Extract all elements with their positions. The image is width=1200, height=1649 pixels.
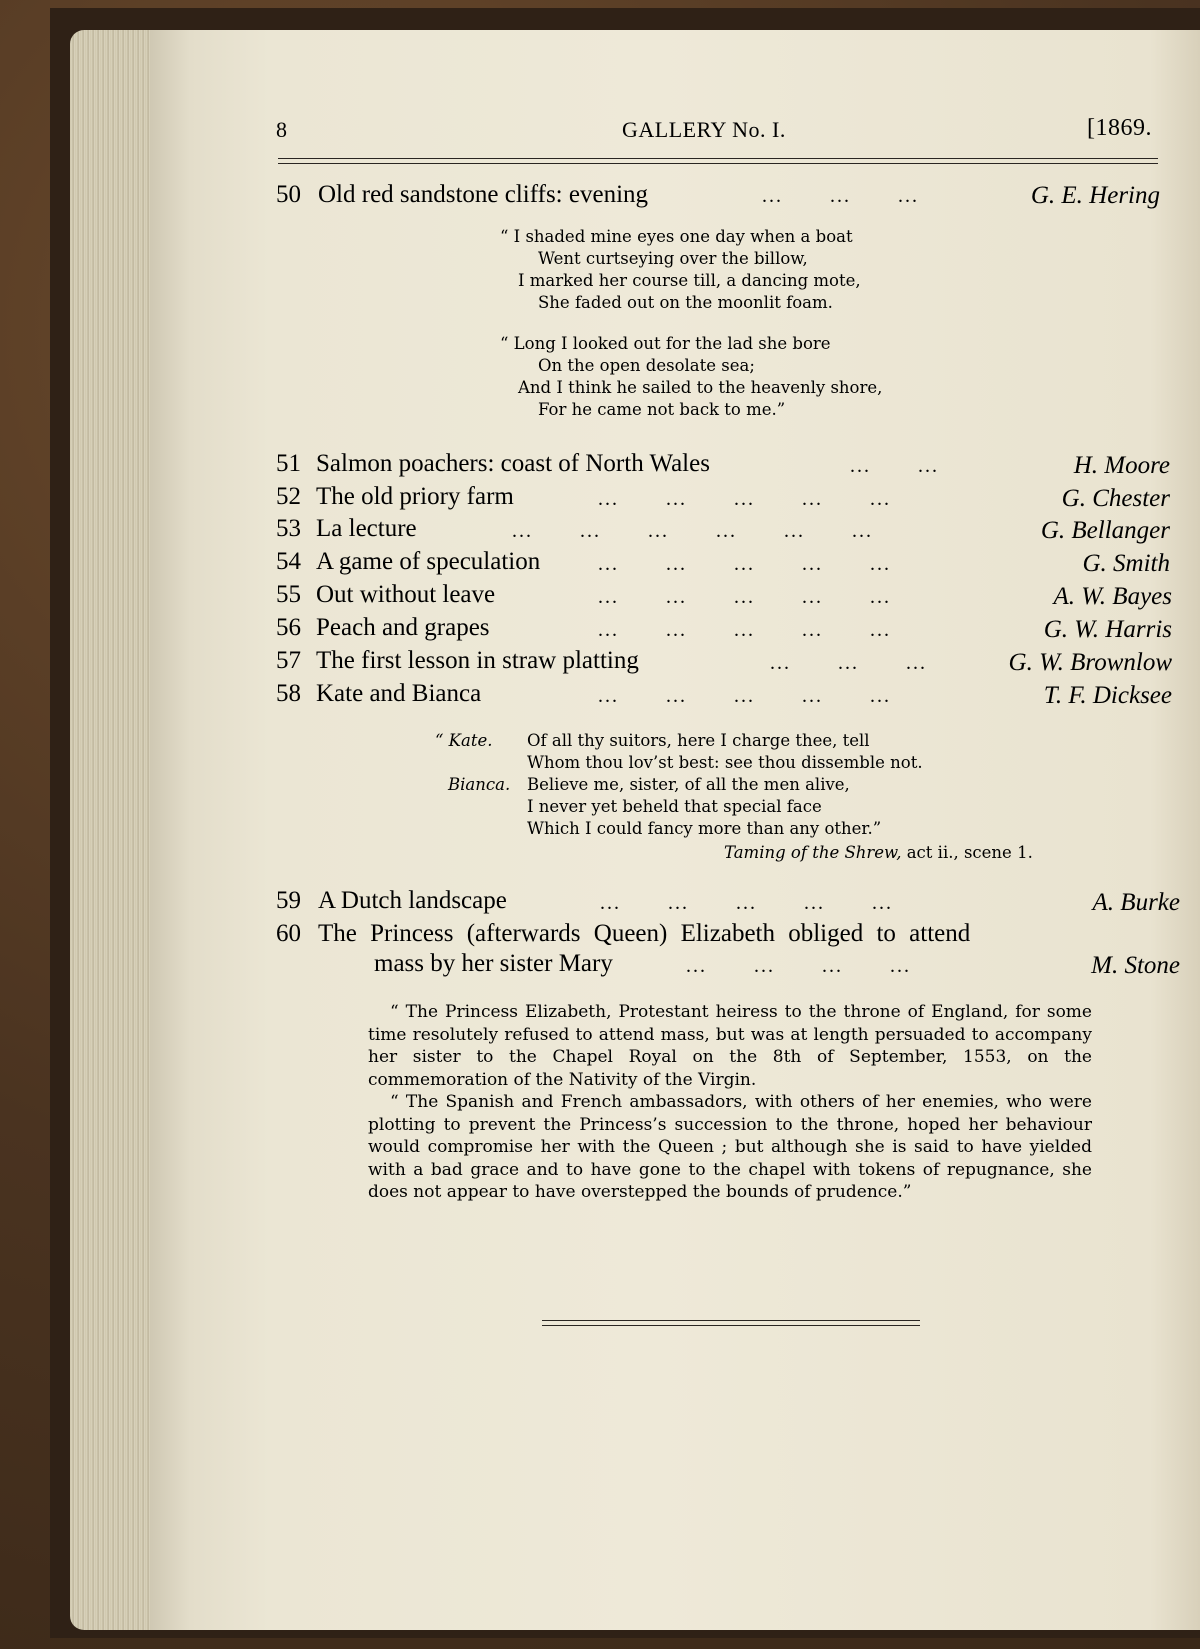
quote-speaker: Bianca.	[448, 775, 511, 794]
entry-dots: ... ... ... ...	[686, 955, 911, 977]
entry-dots: ... ... ... ... ...	[598, 553, 891, 575]
quote-source	[724, 842, 1033, 864]
entry-title: Out without leave	[316, 581, 496, 608]
entry-artist: G. Bellanger	[1040, 517, 1170, 544]
quote-line: I never yet beheld that special face	[527, 797, 822, 816]
page-title: GALLERY No. I.	[622, 117, 786, 142]
entry-artist: A. W. Bayes	[1053, 583, 1172, 610]
entry-dots: ... ... ...	[762, 185, 919, 207]
entry-artist: M. Stone	[1091, 952, 1180, 979]
poem-line: For he came not back to me.”	[538, 400, 786, 419]
entry-number: 50	[276, 181, 301, 208]
entry-number: 56	[276, 614, 301, 641]
entry-title: A Dutch landscape	[318, 887, 507, 914]
entry-number: 60	[276, 920, 301, 947]
entry-number: 51	[276, 450, 301, 477]
quote-line: Of all thy suitors, here I charge thee, tell	[527, 731, 870, 750]
entry-dots: ... ... ... ... ...	[598, 586, 891, 608]
header-rule-top	[278, 158, 1158, 159]
entry-number: 53	[276, 515, 301, 542]
closing-rule-top	[542, 1320, 920, 1321]
quote-line: Believe me, sister, of all the men alive,	[527, 775, 850, 794]
entry-title-continued: mass by her sister Mary	[374, 950, 613, 977]
entry-title: The first lesson in straw platting	[316, 647, 639, 674]
header-rule-bottom	[278, 163, 1158, 164]
poem-line: “ Long I looked out for the lad she bore	[500, 334, 831, 353]
entry-artist: T. F. Dicksee	[1043, 682, 1172, 709]
entry-artist: H. Moore	[1073, 452, 1170, 479]
poem-line: On the open desolate sea;	[538, 356, 755, 375]
poem-line: She faded out on the moonlit foam.	[538, 293, 833, 312]
entry-artist: G. W. Brownlow	[1008, 649, 1172, 676]
entry-dots: ... ... ...	[770, 652, 927, 674]
entry-title: Salmon poachers: coast of North Wales	[316, 450, 710, 477]
entry-number: 58	[276, 680, 301, 707]
entry-title: Peach and grapes	[316, 614, 490, 641]
entry-title: La lecture	[316, 515, 417, 542]
poem-line: “ I shaded mine eyes one day when a boat	[500, 227, 853, 246]
entry-dots: ... ...	[850, 455, 939, 477]
entry-title: The Princess (afterwards Queen) Elizabeth obliged to attend	[318, 920, 971, 947]
prose-paragraph: “ The Spanish and French ambassadors, with others of her enemies, who were plotting to prevent the Princess’s succession to the throne, hoped her behaviour would compromise her with the Queen ; but although she is said to have yielded with a bad grace and to have gone to the chapel with tokens of repugnance, she does not appear to have overstepped the bounds of prudence.”	[368, 1092, 1092, 1202]
entry-artist: G. Smith	[1082, 550, 1170, 577]
entry-dots: ... ... ... ... ... ...	[512, 520, 873, 542]
entry-number: 59	[276, 887, 301, 914]
quote-line: Whom thou lov’st best: see thou dissemble not.	[527, 753, 923, 772]
page-year: [1869.	[1087, 115, 1152, 141]
entry-artist: G. Chester	[1061, 485, 1170, 512]
entry-artist: A. Burke	[1092, 889, 1180, 916]
entry-title: The old priory farm	[316, 483, 514, 510]
entry-number: 55	[276, 581, 301, 608]
entry-title: A game of speculation	[316, 548, 541, 575]
entry-title: Kate and Bianca	[316, 680, 482, 707]
entry-artist: G. E. Hering	[1030, 182, 1160, 209]
poem-line: Went curtseying over the billow,	[538, 249, 808, 268]
page-edges	[70, 30, 160, 1630]
quote-source-title: Taming of the Shrew,	[724, 843, 902, 862]
prose-paragraph: “ The Princess Elizabeth, Protestant heiress to the throne of England, for some time resolutely refused to attend mass, but was at length persuaded to accompany her sister to the Chapel Royal on the 8th of September, 1553, on the commemoration of the Nativity of the Virgin.	[368, 1002, 1092, 1090]
entry-dots: ... ... ... ... ...	[600, 892, 893, 914]
quote-speaker: “ Kate.	[435, 731, 493, 750]
poem-line: And I think he sailed to the heavenly shore,	[518, 378, 883, 397]
entry-title: Old red sandstone cliffs: evening	[318, 181, 649, 208]
entry-number: 54	[276, 548, 301, 575]
entry-dots: ... ... ... ... ...	[598, 619, 891, 641]
entry-number: 57	[276, 647, 301, 674]
closing-rule-bottom	[542, 1325, 920, 1326]
quote-line: Which I could fancy more than any other.”	[527, 819, 882, 838]
page-number: 8	[276, 117, 288, 142]
entry-dots: ... ... ... ... ...	[598, 488, 891, 510]
entry-artist: G. W. Harris	[1043, 616, 1172, 643]
entry-number: 52	[276, 483, 301, 510]
entry-dots: ... ... ... ... ...	[598, 685, 891, 707]
poem-line: I marked her course till, a dancing mote,	[518, 271, 861, 290]
quote-source-rest: act ii., scene 1.	[901, 843, 1033, 862]
